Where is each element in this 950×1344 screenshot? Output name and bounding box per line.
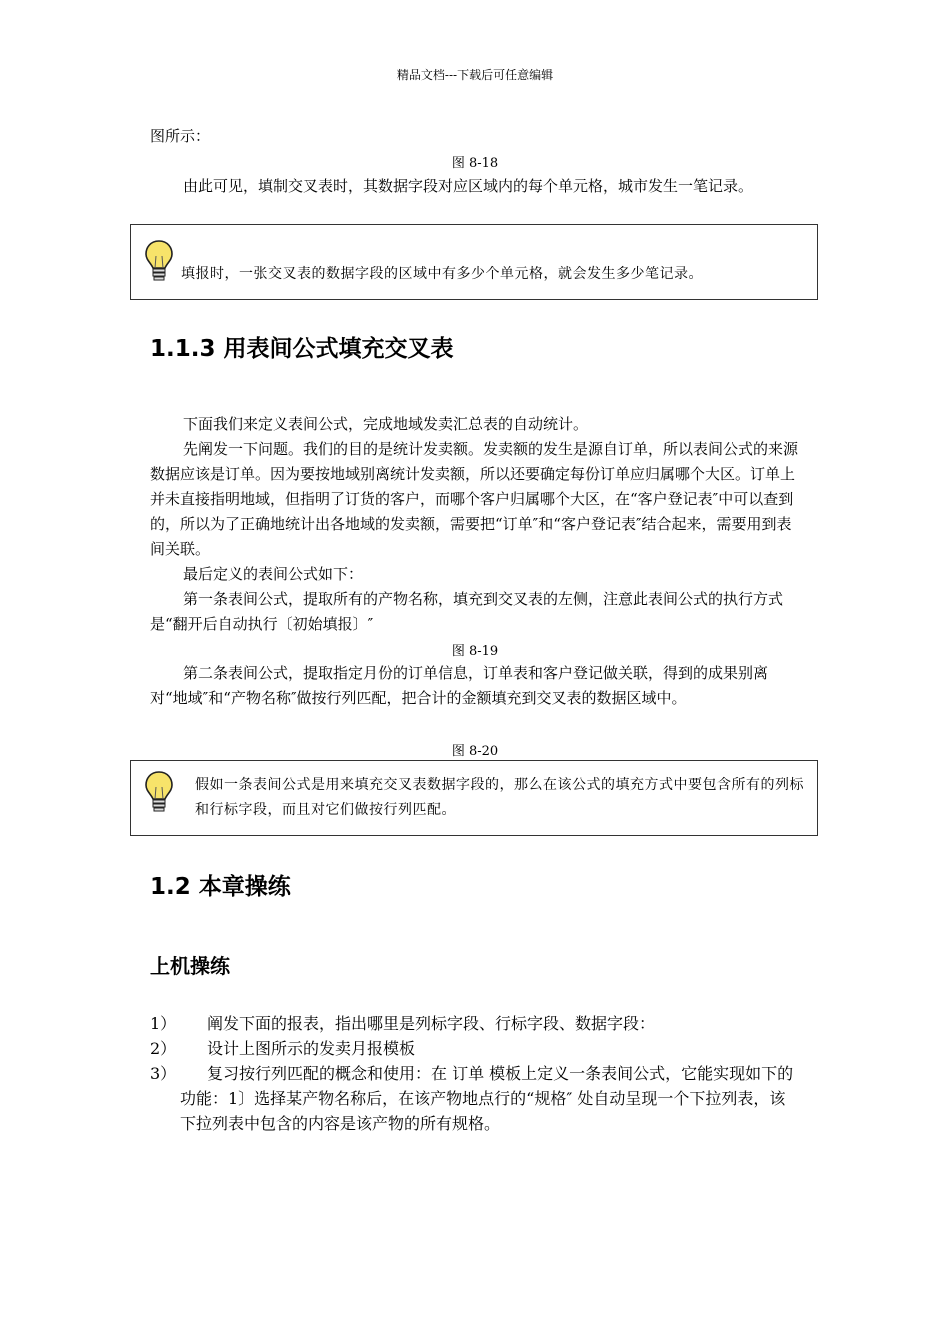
list-text: 复习按行列匹配的概念和使用：在 订单 模板上定义一条表间公式，它能实现如下的功能：1〕选择某产物名称后，在该产物地点行的“规格″ 处自动呈现一个下拉列表，该下拉列表中包含的内容是该产物的所有规格。 bbox=[180, 1064, 794, 1133]
section-heading-1-1-3: 1.1.3 用表间公式填充交叉表 bbox=[150, 336, 454, 362]
list-text: 设计上图所示的发卖月报模板 bbox=[207, 1039, 416, 1058]
tip-text-1: 填报时，一张交叉表的数据字段的区域中有多少个单元格，就会发生多少笔记录。 bbox=[181, 266, 703, 282]
lightbulb-icon bbox=[143, 238, 175, 288]
first-formula-paragraph: 第一条表间公式，提取所有的产物名称，填充到交叉表的左侧，注意此表间公式的执行方式是“翻开后自动执行〔初始填报〕″ bbox=[150, 590, 784, 633]
page-header: 精品文档---下载后可任意编辑 bbox=[396, 68, 554, 82]
list-number: 1） bbox=[150, 1014, 177, 1033]
tip-box-1 bbox=[130, 224, 818, 300]
crosstab-paragraph: 由此可见，填制交叉表时，其数据字段对应区域内的每个单元格，城市发生一笔记录。 bbox=[183, 177, 754, 195]
section-heading-1-2: 1.2 本章操练 bbox=[150, 874, 291, 900]
list-number: 2） bbox=[150, 1039, 177, 1058]
analysis-paragraph: 先阐发一下问题。我们的目的是统计发卖额。发卖额的发生是源自订单，所以表间公式的来源数据应该是订单。因为要按地域别离统计发卖额，所以还要确定每份订单应归属哪个大区。订单上并未直接指明地域，但指明了订货的客户，而哪个客户归属哪个大区，在“客户登记表″中可以查到的，所以为了正确地统计出各地域的发卖额，需要把“订单″和“客户登记表″结合起来，需要用到表间关联。 bbox=[150, 440, 799, 558]
list-item bbox=[150, 1011, 800, 1036]
figure-caption-8-20: 图 8-20 bbox=[451, 744, 499, 759]
figure-caption-8-18: 图 8-18 bbox=[451, 156, 499, 171]
tip-box-2 bbox=[130, 760, 818, 836]
second-formula-paragraph: 第二条表间公式，提取指定月份的订单信息，订单表和客户登记做关联，得到的成果别离对“地域″和“产物名称″做按行列匹配，把合计的金额填充到交叉表的数据区域中。 bbox=[150, 664, 769, 707]
figure-caption-8-19: 图 8-19 bbox=[451, 644, 499, 659]
tip-text-2: 假如一条表间公式是用来填充交叉表数据字段的，那么在该公式的填充方式中要包含所有的列标和行标字段，而且对它们做按行列匹配。 bbox=[195, 777, 804, 818]
intro-paragraph: 图所示： bbox=[150, 127, 211, 145]
lightbulb-icon bbox=[143, 769, 175, 819]
define-paragraph: 下面我们来定义表间公式，完成地域发卖汇总表的自动统计。 bbox=[183, 415, 589, 433]
list-item bbox=[150, 1061, 800, 1136]
practice-heading: 上机操练 bbox=[150, 954, 230, 978]
final-paragraph: 最后定义的表间公式如下： bbox=[183, 565, 364, 583]
list-number: 3） bbox=[150, 1064, 177, 1083]
list-text: 阐发下面的报表，指出哪里是列标字段、行标字段、数据字段： bbox=[207, 1014, 656, 1033]
list-item bbox=[150, 1036, 800, 1061]
